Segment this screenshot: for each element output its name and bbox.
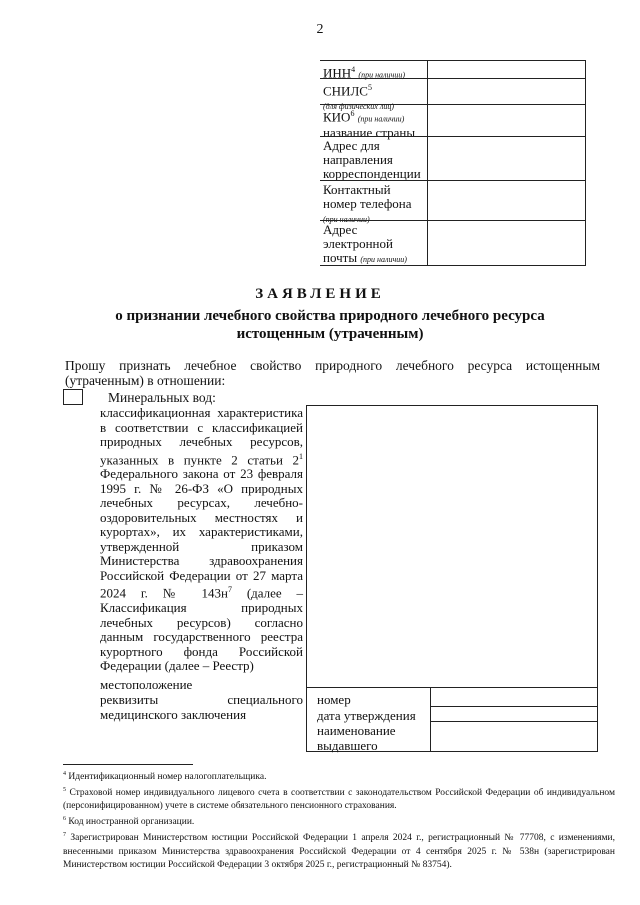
footnote-separator <box>63 764 193 765</box>
footnote-6: $^6$ Код иностранной организации. <box>63 816 195 828</box>
inn-input[interactable] <box>428 61 585 78</box>
snils-input[interactable] <box>428 79 585 104</box>
email-label: Адрес электронной почты (при наличии) <box>323 222 407 265</box>
footnote-5: $^5$ Страховой номер индивидуального лицевого счета в соответствии с законодательством Российской Федерации об индивидуальном (персонифицированном) учете в системе обязательного пенсионного страхования. <box>63 787 615 812</box>
kio-label: КИО$^6$ (при наличии) название страны <box>323 109 416 141</box>
footnotes <box>63 768 615 872</box>
inn-label: ИНН$^4$ (при наличии) <box>323 65 406 81</box>
email-input[interactable] <box>428 221 585 266</box>
kio-input[interactable] <box>428 105 585 136</box>
conclusion-number-label: номер <box>317 692 351 707</box>
conclusion-label: реквизиты специального медицинского заключения <box>100 692 303 722</box>
mineral-waters-checkbox[interactable] <box>63 389 83 405</box>
footnote-4: $^4$ Идентификационный номер налогоплательщика. <box>63 771 267 783</box>
footnote-7: $^7$ Зарегистрирован Министерством юстиции Российской Федерации 1 апреля 2024 г., регистрационный № 77708, с изменениями, внесенными приказом Министерства здравоохранения Российской Федерации от 4 сентября 2025 г. № 538н (зарегистрирован Министерством юстиции Российской Федерации 3 октября 2025 г., регистрационный № 83754). <box>63 832 615 870</box>
snils-label: СНИЛС$^5$ (для физических лиц) <box>323 83 394 112</box>
phone-label: Контактный номер телефона (при наличии) <box>323 182 412 224</box>
classification-input-box[interactable] <box>306 405 598 688</box>
location-label: местоположение <box>100 677 193 692</box>
conclusion-date-input[interactable] <box>431 707 597 720</box>
mineral-waters-label: Минеральных вод: <box>108 390 216 405</box>
document-subtitle: о признании лечебного свойства природного лечебного ресурса истощенным (утраченным) <box>115 308 545 342</box>
request-text: Прошу признать лечебное свойство природного лечебного ресурса истощенным (утраченным) в отношении: <box>65 358 600 388</box>
phone-input[interactable] <box>428 181 585 220</box>
conclusion-issuer-label: наименование <box>317 723 396 738</box>
document-title: ЗАЯВЛЕНИЕ <box>255 286 385 302</box>
page-number: 2 <box>316 22 324 37</box>
conclusion-date-label: дата утверждения <box>317 708 416 723</box>
classification-label: классификационная характеристика в соответствии с классификацией природных лечебных ресурсов, указанных в пункте 2 статьи $2^1$ Федерального закона от 23 февраля 1995 г. № 26-ФЗ «О природных лечебных ресурсах, лечебно-оздоровительных местностях и курортах», их характеристиками, утвержденной приказом Министерства здравоохранения Российской Федерации от 27 марта 2024 г. № $143н^7$ (далее – Классификация природных лечебных ресурсов) согласно данным государственного реестра курортного фонда Российской Федерации (далее – Реестр) <box>100 405 303 674</box>
address-input[interactable] <box>428 137 585 180</box>
conclusion-issuer-label-2: выдавшего <box>317 738 378 753</box>
address-label: Адрес для направления корреспонденции <box>323 138 421 181</box>
conclusion-number-input[interactable] <box>431 690 597 705</box>
info-right-border <box>585 60 586 266</box>
conclusion-issuer-input[interactable] <box>431 722 597 751</box>
